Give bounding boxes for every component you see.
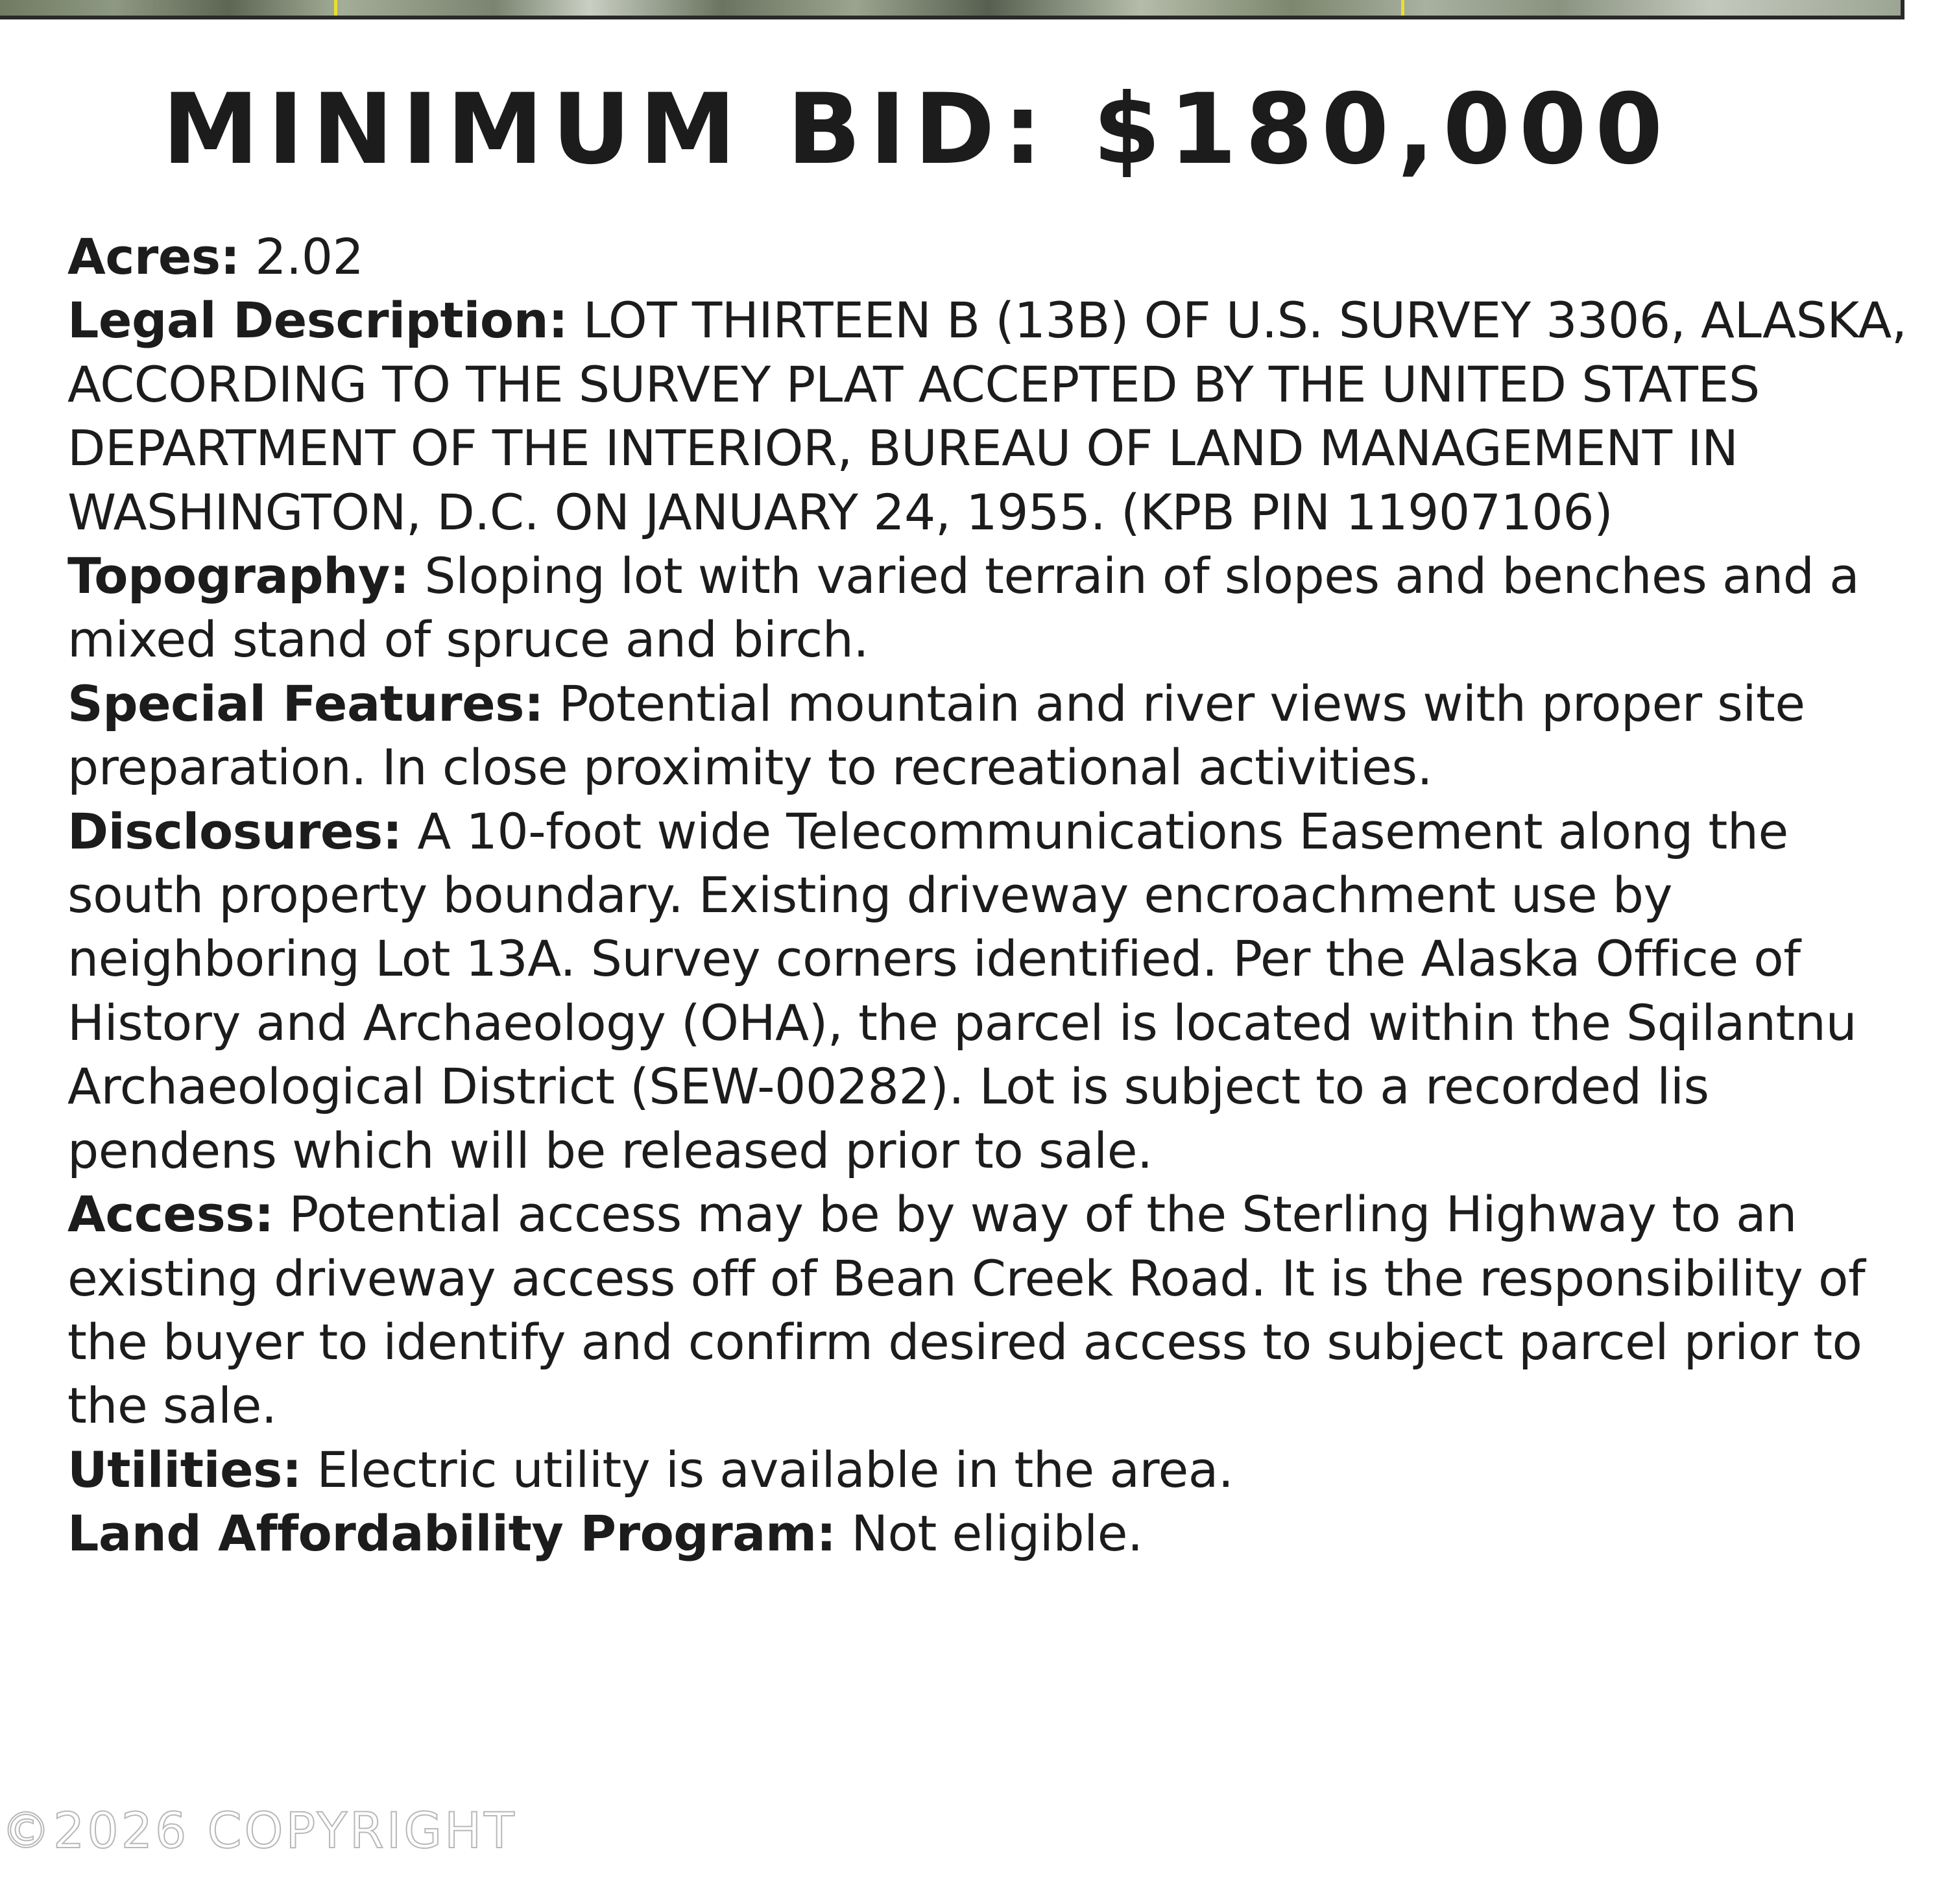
field-disclosures: [67, 800, 1929, 1183]
field-value: 2.02: [239, 228, 364, 285]
field-value: Electric utility is available in the area.: [301, 1440, 1234, 1499]
field-label: Disclosures:: [67, 802, 402, 860]
field-access: [67, 1183, 1929, 1438]
field-label: Land Affordability Program:: [67, 1504, 836, 1563]
field-value: Not eligible.: [835, 1504, 1143, 1563]
field-label: Legal Description:: [67, 291, 568, 350]
field-value: Potential mountain and river views with proper site preparation. In close proximity to recreational activities.: [67, 674, 1805, 797]
parcel-boundary-line: [334, 0, 337, 16]
copyright-watermark: ©2026 COPYRIGHT: [1, 1802, 517, 1859]
field-value: Potential access may be by way of the Sterling Highway to an existing driveway access off of Bean Creek Road. It is the responsibility of the buyer to identify and confirm desired access to subject parcel prior to the sale.: [67, 1185, 1866, 1435]
field-label: Topography:: [67, 547, 409, 605]
field-label: Utilities:: [67, 1440, 302, 1499]
field-value: Sloping lot with varied terrain of slopes and benches and a mixed stand of spruce and birch.: [67, 547, 1860, 669]
field-special-features: [67, 672, 1929, 800]
field-value: A 10-foot wide Telecommunications Easement along the south property boundary. Existing driveway encroachment use by neighboring Lot 13A. Survey corners identified. Per the Alaska Office of History and Archaeology (OHA), the parcel is located within the Sqilantnu Archaeological District (SEW-00282). Lot is subject to a recorded lis pendens which will be released prior to sale.: [67, 802, 1857, 1179]
field-topography: [67, 544, 1929, 672]
property-photo: [0, 0, 1904, 19]
field-legal-description: [67, 289, 1929, 544]
field-utilities: [67, 1438, 1929, 1502]
field-value: LOT THIRTEEN B (13B) OF U.S. SURVEY 3306, ALASKA, ACCORDING TO THE SURVEY PLAT ACCEPTED BY THE UNITED STATES DEPARTMENT OF THE INTERIOR, BUREAU OF LAND MANAGEMENT IN WASHINGTON, D.C. ON JANUARY 24, 1955. (KPB PIN 11907106): [67, 291, 1907, 541]
field-label: Access:: [67, 1185, 274, 1244]
parcel-boundary-line: [1401, 0, 1404, 16]
field-acres: [67, 225, 1929, 289]
field-land-affordability-program: [67, 1502, 1929, 1565]
parcel-details: [67, 225, 1929, 1566]
field-label: Special Features:: [67, 674, 544, 732]
minimum-bid-heading: MINIMUM BID: $180,000: [162, 73, 1672, 186]
field-label: Acres:: [67, 228, 240, 285]
